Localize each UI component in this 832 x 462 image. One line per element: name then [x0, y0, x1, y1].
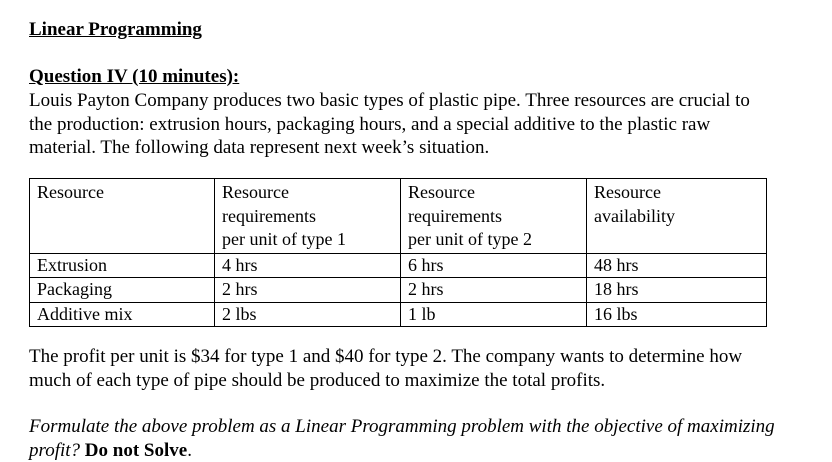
resource-table: [29, 178, 767, 327]
question-title: Question IV (10 minutes):: [29, 66, 239, 88]
header-cell-availability: [587, 179, 767, 254]
cell-type2: 2 hrs: [401, 278, 587, 303]
header-line: Resource: [222, 181, 400, 205]
cell-availability: 48 hrs: [587, 253, 767, 278]
profit-line: much of each type of pipe should be produced to maximize the total profits.: [29, 369, 819, 393]
header-line: requirements: [408, 205, 586, 229]
header-line: Resource: [408, 181, 586, 205]
cell-resource-name: Additive mix: [30, 302, 215, 327]
header-line: Resource: [594, 181, 766, 205]
table-row: [30, 253, 767, 278]
cell-type2: 1 lb: [401, 302, 587, 327]
do-not-solve: Do not Solve: [85, 440, 187, 461]
cell-type1: 2 lbs: [215, 302, 401, 327]
header-cell-type2: [401, 179, 587, 254]
intro-line: the production: extrusion hours, packaging hours, and a special additive to the plastic raw: [29, 113, 819, 137]
header-line: availability: [594, 205, 766, 229]
table-header-row: [30, 179, 767, 254]
table-row: [30, 278, 767, 303]
cell-availability: 16 lbs: [587, 302, 767, 327]
task-instruction: [29, 415, 819, 462]
task-period: .: [187, 440, 192, 461]
table-row: [30, 302, 767, 327]
intro-line: material. The following data represent next week’s situation.: [29, 136, 819, 160]
cell-type1: 4 hrs: [215, 253, 401, 278]
cell-resource-name: Packaging: [30, 278, 215, 303]
header-cell-resource: [30, 179, 215, 254]
page-heading: Linear Programming: [29, 19, 202, 41]
header-line: Resource: [37, 181, 214, 205]
intro-line: Louis Payton Company produces two basic types of plastic pipe. Three resources are crucial to: [29, 89, 819, 113]
header-cell-type1: [215, 179, 401, 254]
cell-type2: 6 hrs: [401, 253, 587, 278]
cell-availability: 18 hrs: [587, 278, 767, 303]
header-line: requirements: [222, 205, 400, 229]
task-line: [29, 439, 819, 462]
profit-line: The profit per unit is $34 for type 1 and $40 for type 2. The company wants to determine how: [29, 345, 819, 369]
cell-type1: 2 hrs: [215, 278, 401, 303]
intro-paragraph: [29, 89, 819, 160]
profit-paragraph: [29, 345, 819, 392]
task-line: Formulate the above problem as a Linear Programming problem with the objective of maximizing: [29, 415, 819, 439]
cell-resource-name: Extrusion: [30, 253, 215, 278]
task-italic: profit?: [29, 440, 80, 461]
header-line: per unit of type 2: [408, 228, 586, 252]
header-line: per unit of type 1: [222, 228, 400, 252]
